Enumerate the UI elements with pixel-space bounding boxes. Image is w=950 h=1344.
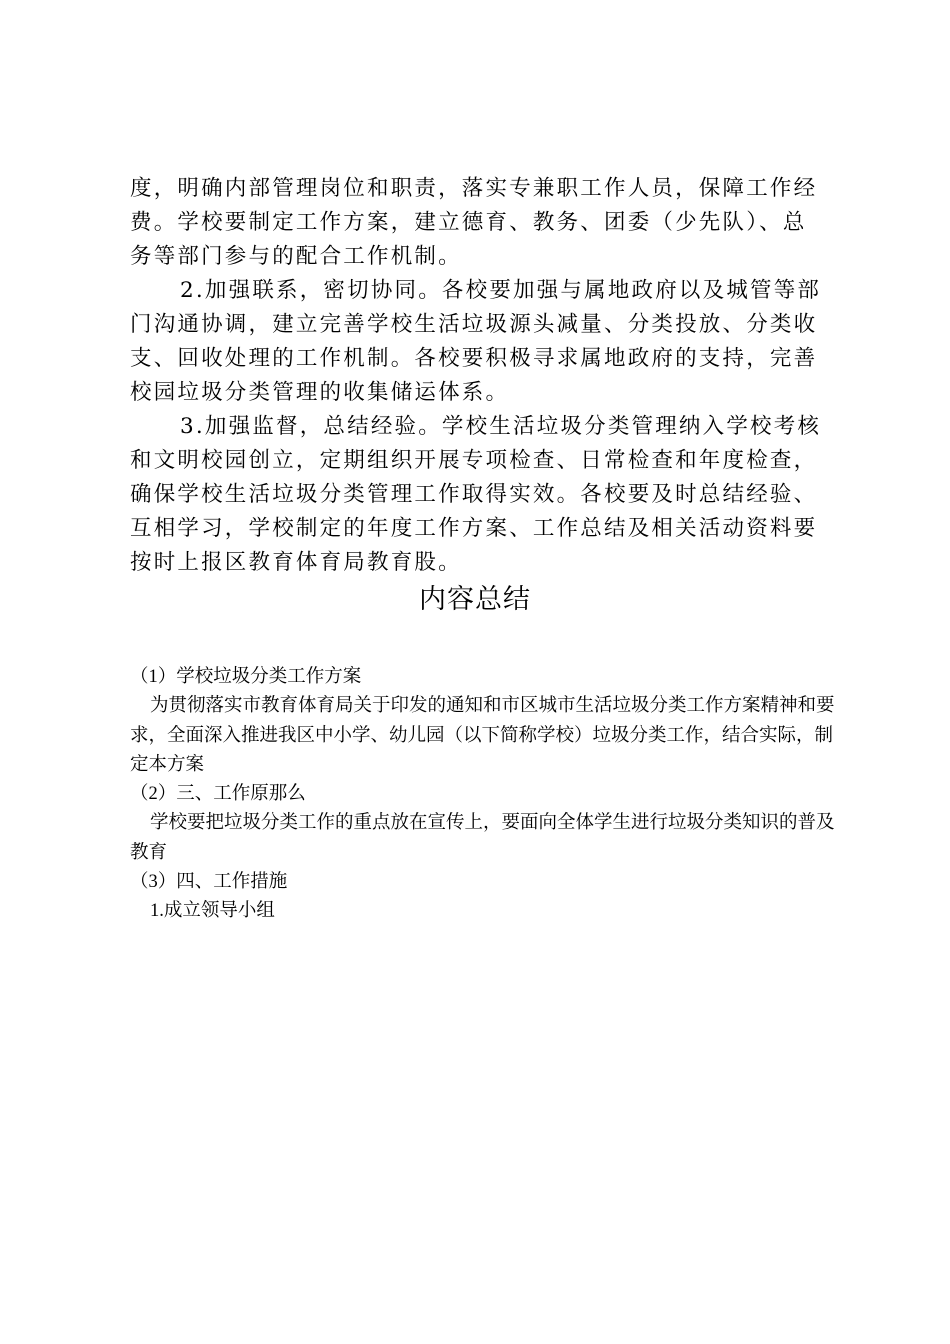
summary-item-1-heading: （1）学校垃圾分类工作方案 — [130, 667, 362, 687]
summary-item-2-text: 学校要把垃圾分类工作的重点放在宣传上，要面向全体学生进行垃圾分类知识的普及教育 — [130, 813, 835, 863]
body-paragraph-strengthen-supervision: 3.加强监督，总结经验。学校生活垃圾分类管理纳入学校考核和文明校园创立，定期组织开展专项检查、日常检查和年度检查，确保学校生活垃圾分类管理工作取得实效。各校要及时总结经验、互相学习，学校制定的年度工作方案、工作总结及相关活动资料要按时上报区教育体育局教育股。 — [130, 414, 822, 575]
summary-item-2-heading: （2）三、工作原那么 — [130, 784, 306, 805]
body-text — [130, 172, 830, 580]
summary-item-3-text: 1.成立领导小组 — [150, 901, 275, 922]
summary-title: 内容总结 — [419, 584, 531, 615]
summary-item-1-text: 为贯彻落实市教育体育局关于印发的通知和市区城市生活垃圾分类工作方案精神和要求，全面深入推进我区中小学、幼儿园（以下简称学校）垃圾分类工作，结合实际，制定本方案 — [130, 696, 835, 775]
body-paragraph-continuation: 度，明确内部管理岗位和职责，落实专兼职工作人员，保障工作经费。学校要制定工作方案，建立德育、教务、团委（少先队）、总务等部门参与的配合工作机制。 — [130, 176, 818, 269]
body-paragraph-strengthen-contact: 2.加强联系，密切协同。各校要加强与属地政府以及城管等部门沟通协调，建立完善学校生活垃圾源头减量、分类投放、分类收支、回收处理的工作机制。各校要积极寻求属地政府的支持，完善校园垃圾分类管理的收集储运体系。 — [130, 278, 822, 405]
summary-item-3-heading: （3）四、工作措施 — [130, 872, 288, 893]
summary-section — [130, 663, 835, 927]
